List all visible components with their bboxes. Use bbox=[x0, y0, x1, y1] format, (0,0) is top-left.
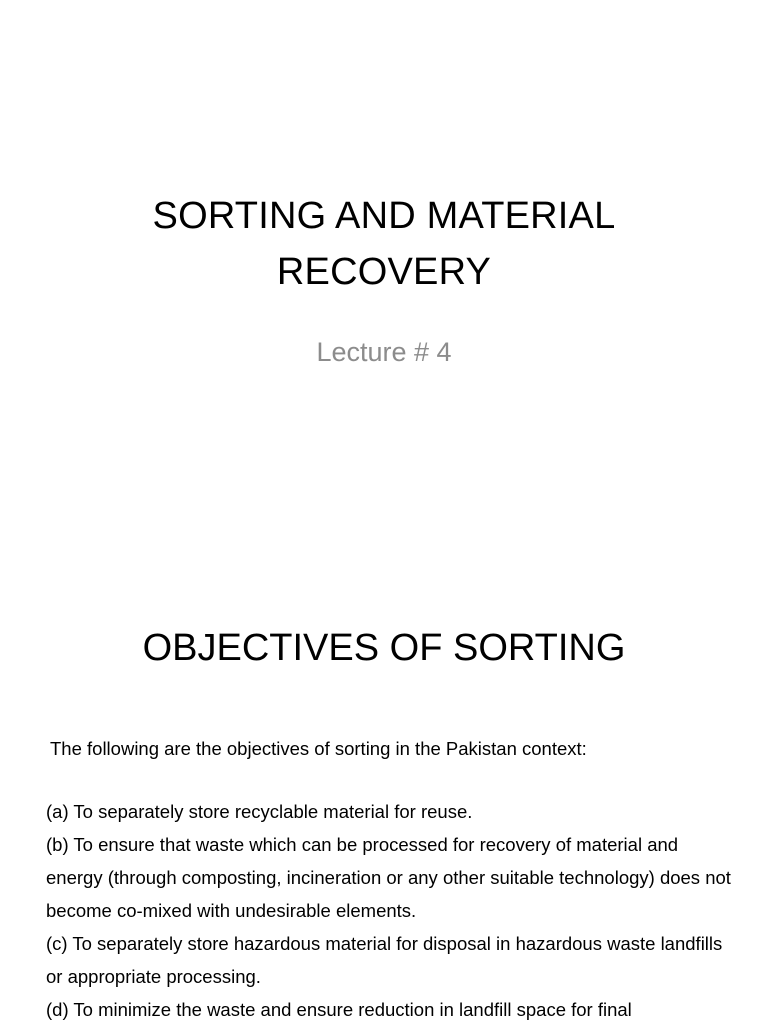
slide-subtitle: Lecture # 4 bbox=[316, 337, 452, 367]
objective-item-d: (d) To minimize the waste and ensure reduction in landfill space for final bbox=[46, 999, 632, 1020]
objectives-body bbox=[46, 732, 736, 1024]
objectives-slide bbox=[0, 576, 768, 1024]
objectives-title: OBJECTIVES OF SORTING bbox=[142, 627, 626, 669]
objective-item-a: (a) To separately store recyclable material for reuse. bbox=[46, 801, 473, 822]
objectives-intro: The following are the objectives of sorting in the Pakistan context: bbox=[50, 738, 587, 759]
objective-item-b: (b) To ensure that waste which can be processed for recovery of material and energy (through composting, incineration or any other suitable technology) does not become co-mixed with undesirable elements. bbox=[46, 834, 731, 921]
slide-title-line-1: SORTING AND MATERIAL bbox=[152, 195, 616, 237]
slide-title-line-2: RECOVERY bbox=[276, 251, 492, 293]
objective-item-c: (c) To separately store hazardous material for disposal in hazardous waste landfills or appropriate processing. bbox=[46, 933, 723, 987]
slide-title bbox=[0, 188, 768, 300]
